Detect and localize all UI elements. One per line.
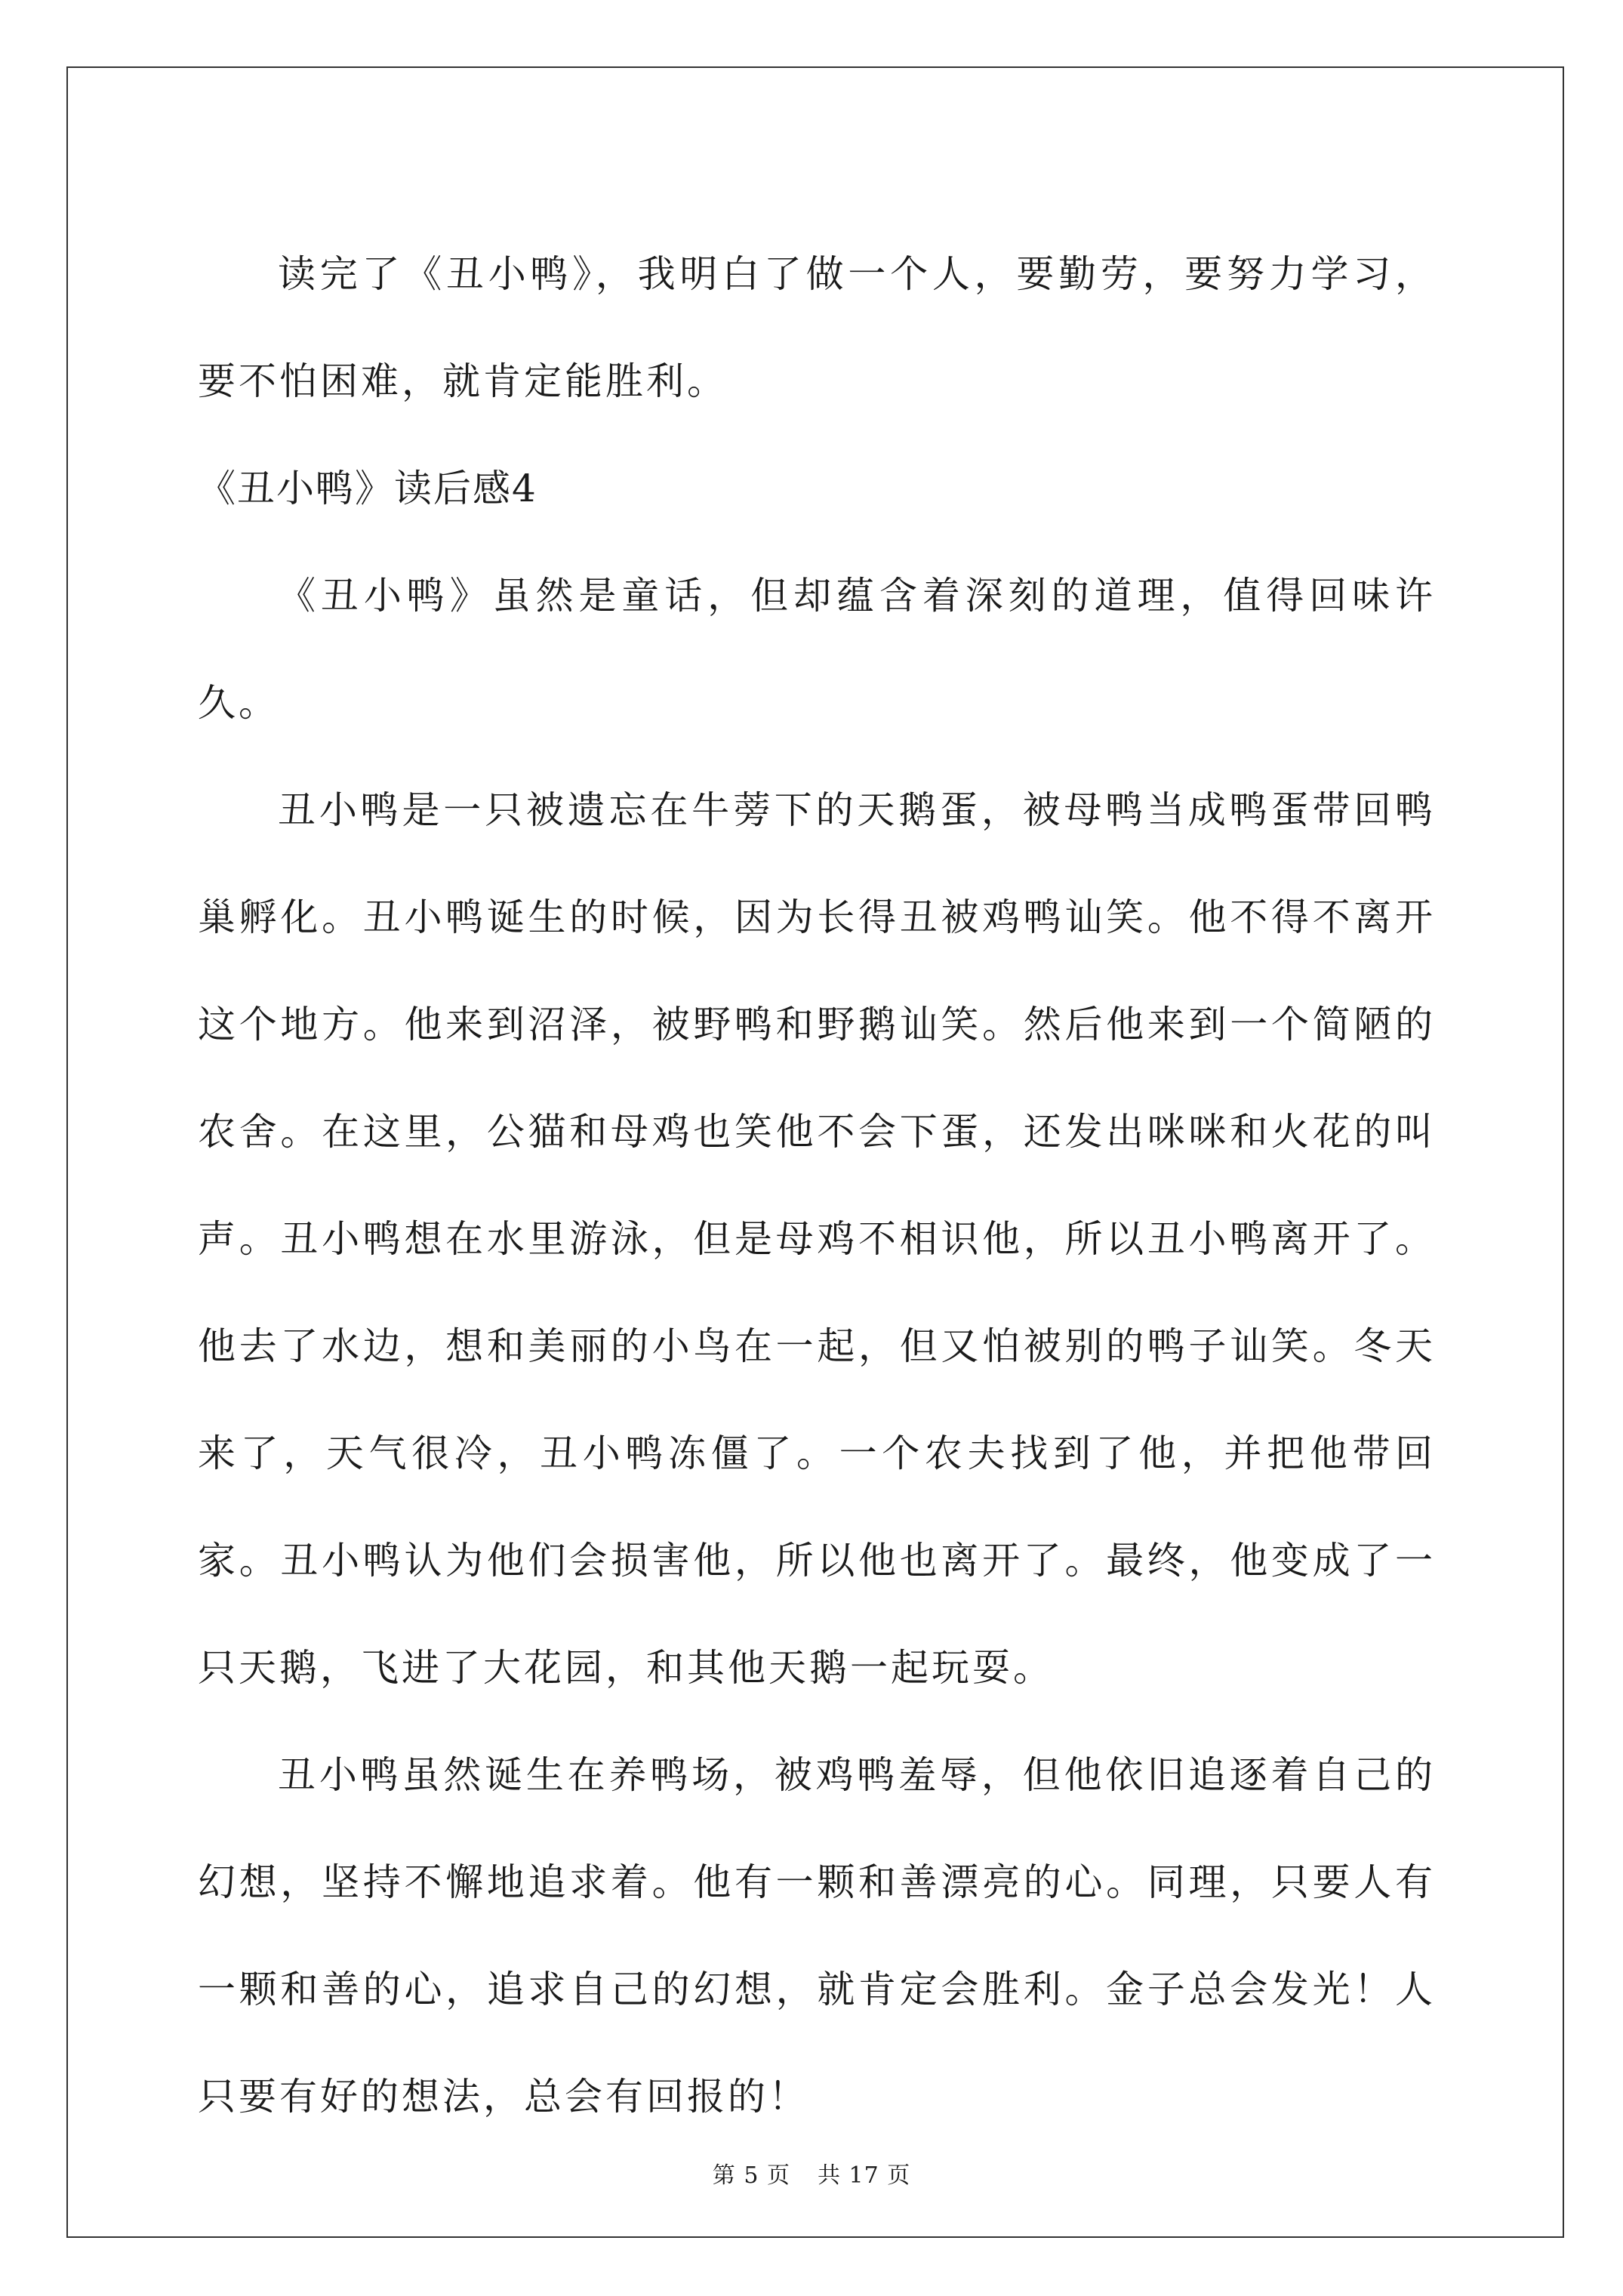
paragraph-conclusion: 读完了《丑小鸭》，我明白了做一个人，要勤劳，要努力学习，要不怕困难，就肯定能胜利。 (198, 252, 1436, 403)
paragraph-intro: 《丑小鸭》虽然是童话，但却蕴含着深刻的道理，值得回味许久。 (198, 574, 1436, 725)
section-heading: 《丑小鸭》读后感4 (198, 467, 537, 510)
document-body (198, 220, 1436, 2150)
paragraph-story: 丑小鸭是一只被遗忘在牛蒡下的天鹅蛋，被母鸭当成鸭蛋带回鸭巢孵化。丑小鸭诞生的时候，因为长得丑被鸡鸭讪笑。他不得不离开这个地方。他来到沼泽，被野鸭和野鹅讪笑。然后他来到一个简陋的农舍。在这里，公猫和母鸡也笑他不会下蛋，还发出咪咪和火花的叫声。丑小鸭想在水里游泳，但是母鸡不相识他，所以丑小鸭离开了。他去了水边，想和美丽的小鸟在一起，但又怕被别的鸭子讪笑。冬天来了，天气很冷，丑小鸭冻僵了。一个农夫找到了他，并把他带回家。丑小鸭认为他们会损害他，所以他也离开了。最终，他变成了一只天鹅，飞进了大花园，和其他天鹅一起玩耍。 (198, 788, 1436, 1690)
page-footer (0, 2156, 1623, 2190)
page-total: 共 17 页 (817, 2162, 911, 2189)
paragraph-reflection: 丑小鸭虽然诞生在养鸭场，被鸡鸭羞辱，但他依旧追逐着自己的幻想，坚持不懈地追求着。他有一颗和善漂亮的心。同理，只要人有一颗和善的心，追求自己的幻想，就肯定会胜利。金子总会发光！人只要有好的想法，总会有回报的！ (198, 1753, 1436, 2119)
page-number: 第 5 页 (712, 2162, 790, 2189)
